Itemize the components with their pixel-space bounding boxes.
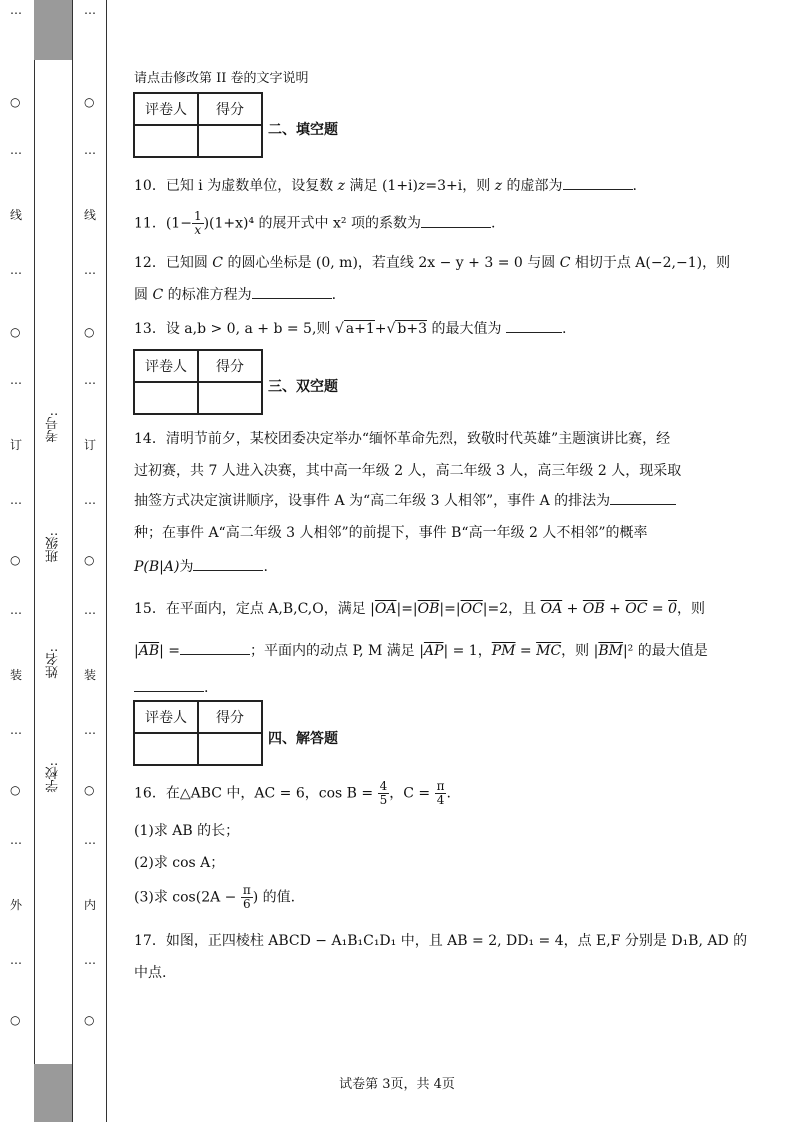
question-12-cont: 圆 C 的标准方程为 . xyxy=(134,284,336,304)
binding-margin: … ○ … 线 … ○ … 订 … ○ … 装 … ○ … 外 … ○ … ○ … 线 … ○ … 订 … ○ … 装 … ○ … 内 … ○ 考号: 班级: 姓名: 学校: xyxy=(0,0,106,1122)
question-15: 15．在平面内，定点 A,B,C,O，满足 $|\overline{OA}|=|\overline{OB}|=|\overline{OC}|=2$，且 $\overline{OA} + \overline{OB} + \overline{OC} = 0$，则 xyxy=(134,601,706,617)
grader-label: 评卷人 xyxy=(134,93,198,125)
score-label: 得分 xyxy=(198,701,262,733)
score-cell[interactable] xyxy=(198,733,262,765)
question-17: 17．如图，正四棱柱 ABCD − A₁B₁C₁D₁ 中，且 AB = 2, DD₁ = 4，点 E,F 分别是 D₁B, AD 的 xyxy=(134,933,748,949)
score-cell[interactable] xyxy=(198,382,262,414)
page-footer: 试卷第 3页，共 4页 xyxy=(339,1077,455,1092)
fraction: $\frac{\pi}{6}$ xyxy=(242,883,251,911)
section-title: 三、双空题 xyxy=(268,379,338,395)
answer-blank[interactable] xyxy=(193,556,263,571)
score-label: 得分 xyxy=(198,93,262,125)
grader-cell[interactable] xyxy=(134,382,198,414)
answer-blank[interactable] xyxy=(563,175,633,190)
binding-line xyxy=(106,0,107,1122)
grader-label: 评卷人 xyxy=(134,350,198,382)
question-14-line: P(B|A)为 . xyxy=(134,556,268,576)
score-table xyxy=(133,92,263,158)
question-13: 13．设 a,b > 0, a + b = 5,则 √ a+1+√ b+3 的最大值为 . xyxy=(134,318,566,338)
score-table xyxy=(133,349,263,415)
answer-blank[interactable] xyxy=(421,213,491,228)
binding-line xyxy=(34,0,35,1122)
question-12: 12．已知圆 C 的圆心坐标是 (0, m)，若直线 2x − y + 3 = 0 与圆 C 相切于点 A(−2,−1)，则 xyxy=(134,255,731,271)
fraction: $\frac{\pi}{4}$ xyxy=(436,779,445,807)
fraction: $\frac{4}{5}$ xyxy=(379,779,388,807)
name-label: 姓名: xyxy=(46,648,61,679)
question-10: 10．已知 i 为虚数单位，设复数 z 满足 (1+i)z=3+i，则 z 的虚部为 . xyxy=(134,175,637,195)
grader-cell[interactable] xyxy=(134,733,198,765)
answer-blank[interactable] xyxy=(134,677,204,692)
question-16-part: (1)求 AB 的长； xyxy=(134,823,240,839)
answer-blank[interactable] xyxy=(610,490,676,505)
section-title: 二、填空题 xyxy=(268,122,338,138)
question-14-line: 过初赛，共 7 人进入决赛，其中高一年级 2 人，高二年级 3 人，高三年级 2 人，现采取 xyxy=(134,463,682,479)
question-17-line: 中点. xyxy=(134,965,167,981)
score-cell[interactable] xyxy=(198,125,262,157)
answer-blank[interactable] xyxy=(506,318,562,333)
class-label: 班级: xyxy=(46,532,61,563)
score-table xyxy=(133,700,263,766)
question-16-part: (3)求 cos(2A − $\frac{\pi}{6}$ ) 的值. xyxy=(134,883,296,911)
score-label: 得分 xyxy=(198,350,262,382)
grader-cell[interactable] xyxy=(134,125,198,157)
exam-number-label: 考号: xyxy=(46,412,61,443)
section-note: 请点击修改第 II 卷的文字说明 xyxy=(134,71,309,86)
binding-line xyxy=(72,0,73,1122)
question-14-line: 种；在事件 A“高二年级 3 人相邻”的前提下，事件 B“高一年级 2 人不相邻”的概率 xyxy=(134,525,648,541)
question-15-line: . xyxy=(134,677,208,696)
fraction: $\frac{1}{x}$ xyxy=(193,209,202,237)
question-15-line: $|\overline{AB}|$ = ；平面内的动点 P, M 满足 $|\overline{AP}| = 1$，$\overline{PM} = \overline{MC}$，则 $|\overline{BM}|^2$ 的最大值是 xyxy=(134,640,708,660)
question-11: 11．(1− $\frac{1}{x}$ )(1+x)⁴ 的展开式中 x² 项的系数为 . xyxy=(134,209,496,237)
grader-label: 评卷人 xyxy=(134,701,198,733)
question-16: 16．在△ABC 中，AC = 6，cos B = $\frac{4}{5}$ ，C = $\frac{\pi}{4}$ . xyxy=(134,779,451,807)
school-label: 学校: xyxy=(46,762,61,793)
section-title: 四、解答题 xyxy=(268,731,338,747)
question-14: 14．清明节前夕，某校团委决定举办“缅怀革命先烈，致敬时代英雄”主题演讲比赛，经 xyxy=(134,431,671,447)
binding-shade-top xyxy=(34,0,72,60)
question-14-line: 抽签方式决定演讲顺序，设事件 A 为“高二年级 3 人相邻”，事件 A 的排法为 xyxy=(134,490,676,510)
question-16-part: (2)求 cos A； xyxy=(134,855,225,871)
answer-blank[interactable] xyxy=(180,640,250,655)
answer-blank[interactable] xyxy=(252,284,332,299)
